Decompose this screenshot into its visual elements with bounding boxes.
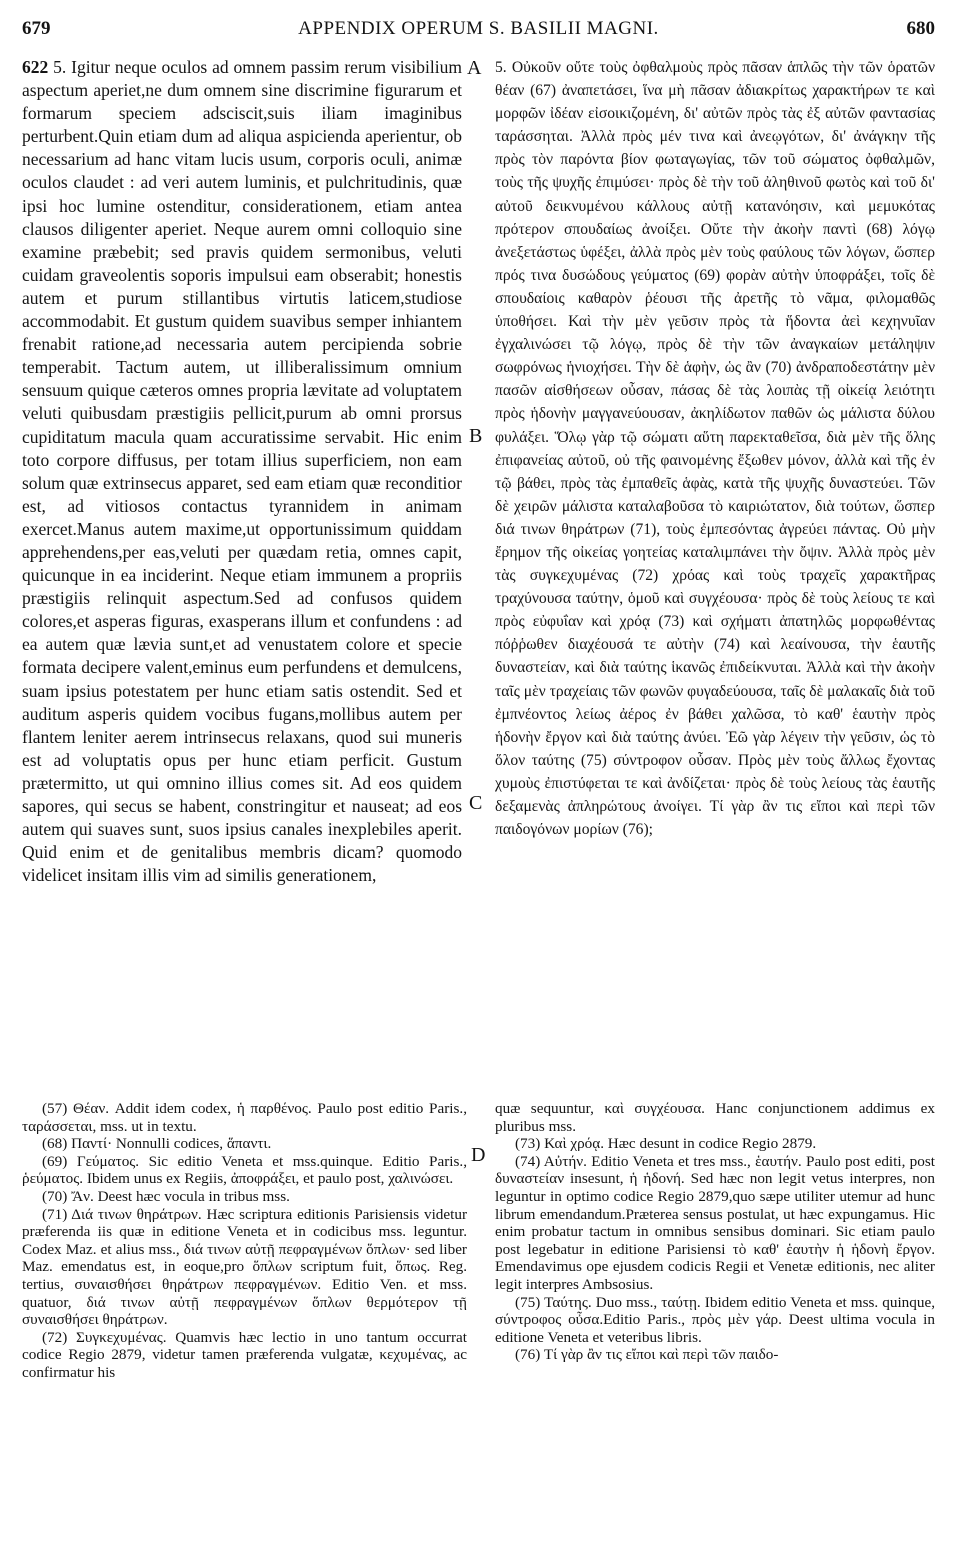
footnote: (70) Ἄν. Deest hæc vocula in tribus mss. [42, 1187, 290, 1205]
margin-letter-a: A [467, 57, 482, 79]
margin-letter-b: B [469, 425, 483, 447]
page-header [22, 18, 935, 44]
chapter-number: 622 [22, 57, 49, 77]
footnote: (72) Συγκεχυμένας. Quamvis hæc lectio in uno tantum occurrat codice Regio 2879, videtur tamen præferenda vulgatæ, κεχυμένας, ac confirmatur his [22, 1328, 467, 1381]
latin-text: 5. Igitur neque oculos ad omnem passim rerum visibilium aspectum aperiet,ne dum omnem sine discrimine figurarum et formarum speciem adsciscit,suis iliam imaginibus perturbent.Quin etiam dum ad aliqua aspicienda aperientur, ob necessarium ad hanc vitam lucis usum, corporis oculi, animæ oculos claudet : ad veri autem luminis, et pulchritudinis, quæ ipsi hoc lumine ostenditur, considerationem, etiam antea clausos diligenter aperiet. Neque aurem omni colloquio sine examine præbebit; sed pravis quidem sermonibus, veluti cuidam graveolentis soporis impulsui eam obserabit; honestis autem et purum stillantibus virtutis laticem,studiose accommodabit. Et gustum quidem suavibus semper inhiantem frenabit ratione,ad necessaria autem percipienda sobrie temperabit. Tactum autem, ut illiberalissimum omnium sensuum quique cæteros omnes propria lævitate ad voluptatem veluti quibusdam præstigiis pellicit,purum ab omni prorsus cupiditatum macula quam accuratissime servabit. Hic enim toto corpore diffusus, per totam illius superficiem, non eam solum quæ extrinsecus apparet, sed eam etiam quæ reconditior est, ad vitiosos contactus tyrannidem in animam exercet.Manus autem maxime,ut opportunissimum quiddam apprehendens,per eas,veluti per quædam retia, omnes capit, quicunque in ea inciderint. Neque etiam immunem a propriis præstigiis relinquit aspectum.Sed ad confusos quidem colores,et asperas figuras, exasperans illum et confundens : ad ea autem quæ lævia sunt,et ad venustatem colore et specie formata decipere valent,eminus eum perfundens et demulcens, suam ipsius potestatem per hunc etiam satis ostendit. Sed et auditum asperis quidem vocibus fugans,mollibus autem per flantem leniter aerem intrinsecus relaxans, quod sui muneris est ad voluptatis opus per hunc etiam perficit. Gustum prætermitto, ut qui omnino illius comes sit. Ad eos quidem sapores, qui secus se habent, constringitur et nauseat; ad eos autem qui suaves sunt, suos ipsius canales inexplebiles aperit. Quid enim et de genitalibus membris dicam? quomodo videlicet insitam illis vim ad similis generationem, [22, 57, 462, 886]
footnote: (76) Τί γὰρ ἂν τις εἴποι καὶ περὶ τῶν παιδο- [515, 1346, 779, 1364]
page-number-left: 679 [22, 18, 51, 39]
footnote: (73) Καὶ χρόᾳ. Hæc desunt in codice Regio 2879. [515, 1135, 817, 1153]
running-title: APPENDIX OPERUM S. BASILII MAGNI. [298, 18, 659, 39]
footnote-continued: quæ sequuntur, καὶ συγχέουσα. Hanc conjunctionem addimus ex pluribus mss. [495, 1100, 935, 1135]
footnote: (57) Θέαν. Addit idem codex, ἡ παρθένος. Paulo post editio Paris., ταράσσεται, mss. ut in textu. [22, 1100, 467, 1135]
footnote: (71) Διά τινων θηράτρων. Hæc scriptura editionis Parisiensis videtur præferenda iis quæ in editione Veneta et in codicibus mss. leguntur. Codex Maz. et alius mss., διά τινων αὐτῇ πεφραγμένων ὅπλων· sed liber Maz. emendatus est, in eoque,pro ὅπλων scriptum fuit, ὅπως. Reg. tertius, συναισθήσει θηράτρων πεφραγμένων. Editio Ven. et mss. quatuor, διά τινων αὐτῇ πεφραγμένων ὅπλων θερμότερον τῇ συναισθήσει θηράτρων. [22, 1205, 467, 1329]
latin-paragraph [22, 56, 462, 887]
page-number-right: 680 [906, 18, 935, 39]
footnote: (69) Γεύματος. Sic editio Veneta et mss.quinque. Editio Paris., ῥεύματος. Ibidem unus ex Regiis, ἀποφράξει, et paulo post, χαλινώσει. [22, 1152, 467, 1188]
footnote: (68) Παντί· Nonnulli codices, ἅπαντι. [42, 1135, 272, 1153]
footnote: (74) Αὐτήν. Editio Veneta et tres mss., ἑαυτήν. Paulo post editi, post δυναστείαν insesunt, ἡ ἡδονή. Sed hæc non legit vetus interpres, non leguntur in optimo codice Regio 2879,quo sæpe utiliter utemur ad hunc librum emendandum.Præterea sensus postulat, ut hæc expungamus. Hic enim probatur tactum in omnibus sensibus dominari. Sic etiam paulo post legebatur in editione Parisiensi τὸ καθ' ἑαυτὴν ἡ ἡδονὴ ἔργον. Emendavimus ope ejusdem codicis Regii et Venetæ editionis, nec aliter legit interpres Ambsosius. [495, 1152, 935, 1293]
margin-letter-d: D [471, 1144, 486, 1166]
greek-text-column [495, 56, 935, 1066]
greek-paragraph: 5. Οὐκοῦν οὔτε τοὺς ὀφθαλμοὺς πρὸς πᾶσαν ἁπλῶς τὴν τῶν ὁρατῶν θέαν (67) ἀναπετάσει, ἵνα μὴ πᾶσαν ἀδιακρίτως χαρακτήρων τε καὶ μορφῶν ἰδέαν εἰσοικιζομένη, δι' αὐτῶν πρὸς τὰς ἐξ αὐτῶν φαντασίας ταράσσηται. Ἀλλὰ πρὸς μέν τινα καὶ ἀνεῳγότων, δι' ἀνάγκην τῆς πρὸς τὸν παρόντα βίον φωταγωγίας, τῶν τοῦ σώματος ὀφθαλμῶν, τοὺς τῆς ψυχῆς ἐπιμύσει· πρὸς δὲ τὴν τοῦ ἀληθινοῦ φωτὸς καὶ τοῦ δι' αὐτοῦ δεικνυμένου κάλλους αὐτῇ κατανόησιν, καὶ μεμυκότας πρότερον σπουδαίως ἀνοίξει. Οὔτε τὴν ἀκοὴν παντὶ (68) λόγῳ ἀνεξετάστως ὑφέξει, ἀλλὰ πρὸς μὲν τοὺς φαύλους τῶν λόγων, ὥσπερ πρός τινα δυσώδους γεύματος (69) φορὰν αὐτὴν ὑποφράξει, τοῖς δὲ σπουδαίοις καθαρὸν ῥέουσι τῆς ἀρετῆς τὸ νᾶμα, φιλομαθῶς ὑποθήσει. Καὶ τὴν μὲν γεῦσιν πρὸς τὰ ἥδοντα ἀεὶ κεχηνυῖαν ἐγχαλινώσει τῷ λόγῳ, πρὸς δὲ τὴν τῶν ἀναγκαίων μετάληψιν σωφρόνως ἡνιοχήσει. Τὴν δὲ ἁφὴν, ὡς ἂν (70) ἀνδραποδεστάτην μὲν πασῶν αἰσθήσεων οὖσαν, πάσας δὲ τὰς λοιπὰς τῇ οἰκείᾳ λειότητι πρὸς ἡδονὴν μαγγανεύουσαν, ἀκηλίδωτον παθῶν ὡς μάλιστα δύλου φυλάξει. Ὅλῳ γὰρ τῷ σώματι αὕτη παρεκταθεῖσα, διὰ μὲν τῆς ὅλης ἐπιφανείας αὐτοῦ, οὐ τῆς φαινομένης ἔξωθεν μόνον, ἀλλὰ καὶ τῆς ἐν τῷ βάθει, πρὸς τὰς ἐμπαθεῖς ἁφὰς, κατὰ τῆς ψυχῆς δυναστεύει. Τῶν δὲ χειρῶν μάλιστα καταλαβοῦσα τὸ καιριώτατον, διὰ τούτων, ὥσπερ διά τινων θηράτρων (71), τοὺς ἐμπεσόντας ἀγρεύει πάντας. Οὐ μὴν ἔρημον τῆς οἰκείας γοητείας καταλιμπάνει τὴν ὄψιν. Ἀλλὰ πρὸς μὲν τὰς συγκεχυμένας (72) χρόας καὶ τοὺς τραχεῖς χαρακτῆρας τραχύνουσα ταύτην, ὁμοῦ καὶ συγχέουσα· πρὸς δὲ τοὺς λείους τε καὶ πρὸς εὐφυΐαν καὶ χρόᾳ (73) καὶ σχήματι ἀπατηλῶς μορφωθέντας πόῤῥωθεν διαχέουσά τε αὐτὴν (74) καὶ λεαίνουσα, τὴν ἑαυτῆς δυναστείαν, καὶ διὰ ταύτης ἱκανῶς ἐπιδείκνυται. Ἀλλὰ καὶ τὴν ἀκοὴν ταῖς μὲν τραχείαις τῶν φωνῶν φυγαδεύουσα, ταῖς δὲ μαλακαῖς διὰ τοῦ ἐμπνέοντος λείως ἀέρος ἐν βάθει χαλῶσα, τὸ καθ' ἑαυτὴν πρὸς ἡδονὴν ἔργον καὶ διὰ ταύτης ἀνύει. Ἐῶ γὰρ λέγειν τὴν γεῦσιν, ὡς τὸ ὅλον ταύτης (75) σύντροφον οὖσαν. Πρὸς μὲν τοὺς ἄλλως ἔχοντας χυμοὺς ἐπιστύφεται τε καὶ ἀνδίζεται· πρὸς δὲ τοὺς λείους τὰς ἑαυτῆς δεξαμενὰς ἀπληρώτους ἀνοίγει. Τί γὰρ ἂν τις εἴποι καὶ περὶ τῶν παιδογόνων μορίων (76); [495, 59, 935, 839]
footnotes-left [22, 1100, 467, 1538]
footnote: (75) Ταύτης. Duo mss., ταύτῃ. Ibidem editio Veneta et mss. quinque, σύντροφος οὖσα.Editio Paris., πρὸς μὲν γάρ. Deest ultima vocula in editione Veneta et veteribus libris. [495, 1293, 935, 1346]
margin-letter-c: C [469, 792, 483, 814]
footnotes-right [495, 1100, 935, 1538]
latin-text-column [22, 56, 462, 1066]
